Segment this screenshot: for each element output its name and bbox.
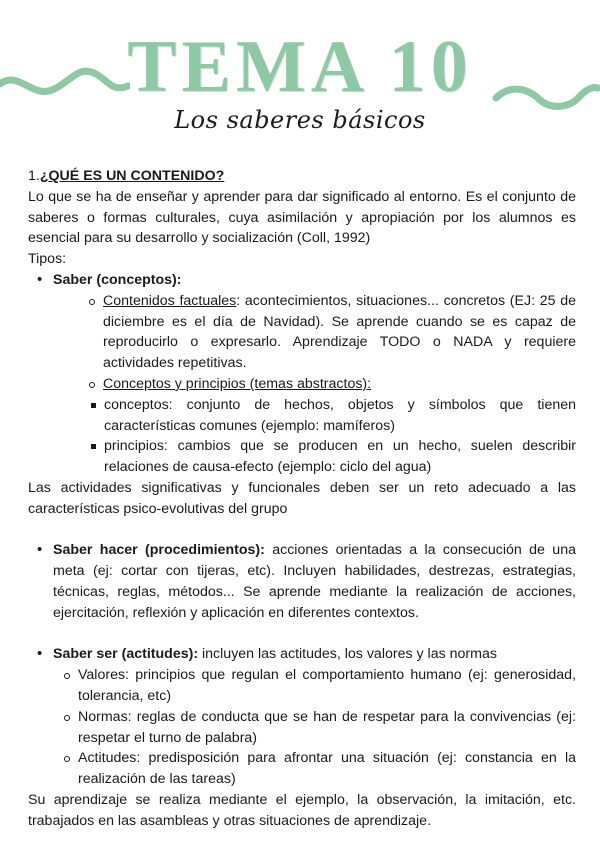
closing-paragraph: Su aprendizaje se realiza mediante el ejemplo, la observación, la imitación, etc. trabajados en las asambleas y otras situaciones de aprendizaje. bbox=[28, 791, 576, 829]
saber-ser-sublist bbox=[28, 665, 576, 790]
section-heading bbox=[28, 166, 576, 187]
list-item-saber-ser bbox=[28, 644, 576, 665]
section-title: ¿QUÉ ES UN CONTENIDO? bbox=[39, 168, 225, 184]
types-list bbox=[28, 270, 576, 395]
saber-ser-list bbox=[28, 644, 576, 665]
saber-hacer-text: acciones orientadas a la consecución de una meta (ej: cortar con tijeras, etc). Incluyen habilidades, destrezas, estrategias, técnicas, reglas, métodos... Se aprende mediante la realización de acciones, ejercitación, reflexión y aplicación en diferentes contextos. bbox=[53, 542, 576, 621]
list-item-normas: Normas: reglas de conducta que se han de respetar para la convivencias (ej: respetar el turno de palabra) bbox=[28, 707, 576, 749]
saber-hacer-list bbox=[28, 540, 576, 623]
page-title: TEMA 10 bbox=[127, 26, 473, 108]
list-item-saber bbox=[28, 270, 576, 395]
saber-ser-title: Saber ser (actitudes): bbox=[53, 646, 199, 663]
saber-ser-text: incluyen las actitudes, los valores y las normas bbox=[198, 646, 497, 663]
list-item-factuales bbox=[53, 291, 576, 374]
saber-note: Las actividades significativas y funcionales deben ser un reto adecuado a las características psico-evolutivas del grupo bbox=[28, 479, 576, 517]
factuales-label: Contenidos factuales bbox=[103, 292, 237, 309]
list-item-principios: principios: cambios que se producen en un hecho, suelen describir relaciones de causa-efecto (ejemplo: ciclo del agua) bbox=[28, 436, 576, 478]
conceptos-sublist bbox=[28, 395, 576, 478]
saber-hacer-title: Saber hacer (procedimientos): bbox=[53, 542, 265, 559]
list-item-conceptos-principios bbox=[53, 374, 576, 395]
document-body bbox=[28, 166, 576, 832]
saber-sublist bbox=[53, 291, 576, 395]
section-number: 1. bbox=[28, 168, 40, 184]
header bbox=[0, 0, 600, 150]
page-subtitle: Los saberes básicos bbox=[174, 106, 426, 134]
list-item-actitudes: Actitudes: predisposición para afrontar una situación (ej: constancia en la realización de las tareas) bbox=[28, 748, 576, 790]
list-item-valores: Valores: principios que regulan el comportamiento humano (ej: generosidad, tolerancia, etc) bbox=[28, 665, 576, 707]
tipos-label: Tipos: bbox=[28, 251, 67, 268]
conceptos-label: Conceptos y principios (temas abstractos): bbox=[103, 375, 372, 392]
factuales-text: : acontecimientos, situaciones... concretos (EJ: 25 de diciembre es el día de Navidad). Se aprende cuando se es capaz de reproducirlo o expresarlo. Aprendizaje TODO o NADA y requiere actividades repetitivas. bbox=[103, 292, 576, 372]
list-item-conceptos: conceptos: conjunto de hechos, objetos y símbolos que tienen características comunes (ejemplo: mamíferos) bbox=[28, 395, 576, 437]
intro-paragraph: Lo que se ha de enseñar y aprender para dar significado al entorno. Es el conjunto de saberes o formas culturales, cuya asimilación y apropiación por los alumnos es esencial para su desarrollo y socialización (Coll, 1992) bbox=[28, 188, 576, 247]
saber-title: Saber (conceptos): bbox=[53, 271, 182, 288]
list-item-saber-hacer bbox=[28, 540, 576, 623]
